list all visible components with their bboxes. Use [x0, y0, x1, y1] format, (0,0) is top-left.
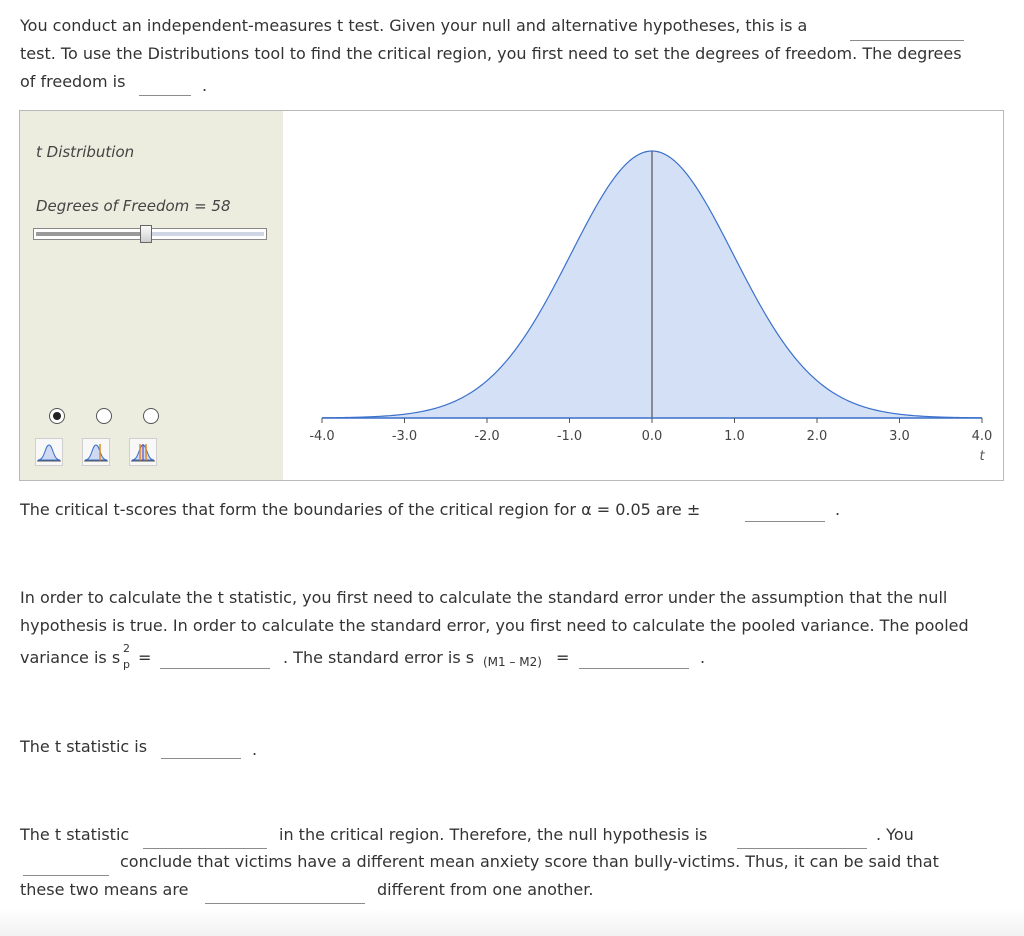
x-tick-label: -1.0 [556, 429, 583, 444]
x-tick-label: 0.0 [641, 429, 663, 444]
question-5-part-d: conclude that victims have a different mean anxiety score than bully-victims. Thus, it can be said that [120, 852, 939, 871]
view-radio-2[interactable] [96, 408, 112, 424]
question-1-line-2: test. To use the Distributions tool to find the critical region, you first need to set the degrees of freedom. The degrees [20, 44, 962, 63]
x-axis-ticks [309, 418, 992, 444]
page-footer-shade [0, 908, 1024, 936]
view-icon-plain-distribution[interactable] [35, 438, 63, 466]
question-1-line-1: You conduct an independent-measures t test. Given your null and alternative hypotheses, this is a [20, 16, 808, 35]
significance-dropdown[interactable] [205, 902, 365, 904]
x-tick-label: 2.0 [806, 429, 828, 444]
degrees-of-freedom-input[interactable] [139, 94, 191, 96]
question-5-part-a: The t statistic [20, 825, 130, 844]
question-1-period: . [202, 76, 208, 95]
t-distribution-plot [284, 111, 1003, 480]
t-statistic-location-dropdown[interactable] [143, 847, 267, 849]
t-statistic-input[interactable] [161, 757, 241, 759]
distributions-tool [19, 110, 1004, 481]
x-tick-label: -3.0 [391, 429, 418, 444]
question-3-period: . [700, 648, 706, 667]
x-tick-label: 4.0 [971, 429, 993, 444]
distribution-title: t Distribution [36, 143, 135, 161]
conclusion-dropdown[interactable] [23, 874, 109, 876]
test-type-dropdown[interactable] [850, 39, 964, 41]
question-3-line-1: In order to calculate the t statistic, you first need to calculate the standard error under the assumption that the null [20, 588, 948, 607]
question-5-part-f: different from one another. [377, 880, 594, 899]
question-2-period: . [835, 500, 841, 519]
standard-error-input[interactable] [579, 667, 689, 669]
critical-t-input[interactable] [745, 520, 825, 522]
question-5-part-e: these two means are [20, 880, 189, 899]
variance-subscript: p [123, 658, 130, 671]
df-slider[interactable] [33, 228, 267, 240]
standard-error-subscript: (M1 – M2) [483, 655, 542, 669]
view-icon-two-tail[interactable] [129, 438, 157, 466]
question-4-text: The t statistic is [20, 737, 148, 756]
question-4-period: . [252, 740, 258, 759]
pooled-variance-input[interactable] [160, 667, 270, 669]
view-radio-1[interactable] [49, 408, 65, 424]
view-radio-3[interactable] [143, 408, 159, 424]
standard-error-equals: = [556, 648, 570, 667]
x-tick-label: 3.0 [889, 429, 910, 444]
question-1-line-3: of freedom is [20, 72, 126, 91]
question-5-part-b: in the critical region. Therefore, the null hypothesis is [279, 825, 708, 844]
view-icon-one-tail[interactable] [82, 438, 110, 466]
question-3-line-3a: variance is s [20, 648, 121, 667]
question-2-text: The critical t-scores that form the boundaries of the critical region for α = 0.05 are ± [20, 500, 701, 519]
x-tick-label: -4.0 [309, 429, 335, 444]
x-axis-label: t [979, 449, 985, 464]
question-3-line-3b: . The standard error is s [283, 648, 475, 667]
question-3-line-2: hypothesis is true. In order to calculate the standard error, you first need to calculate the pooled variance. The pooled [20, 616, 969, 635]
df-slider-thumb[interactable] [140, 225, 152, 243]
x-tick-label: -2.0 [474, 429, 500, 444]
x-tick-label: 1.0 [724, 429, 745, 444]
variance-superscript: 2 [123, 642, 130, 655]
question-5-part-c: . You [876, 825, 914, 844]
df-slider-fill [36, 232, 146, 236]
pooled-variance-equals: = [138, 648, 152, 667]
null-hypothesis-decision-dropdown[interactable] [737, 847, 867, 849]
tool-control-panel [20, 111, 283, 480]
df-label: Degrees of Freedom = 58 [36, 197, 231, 215]
